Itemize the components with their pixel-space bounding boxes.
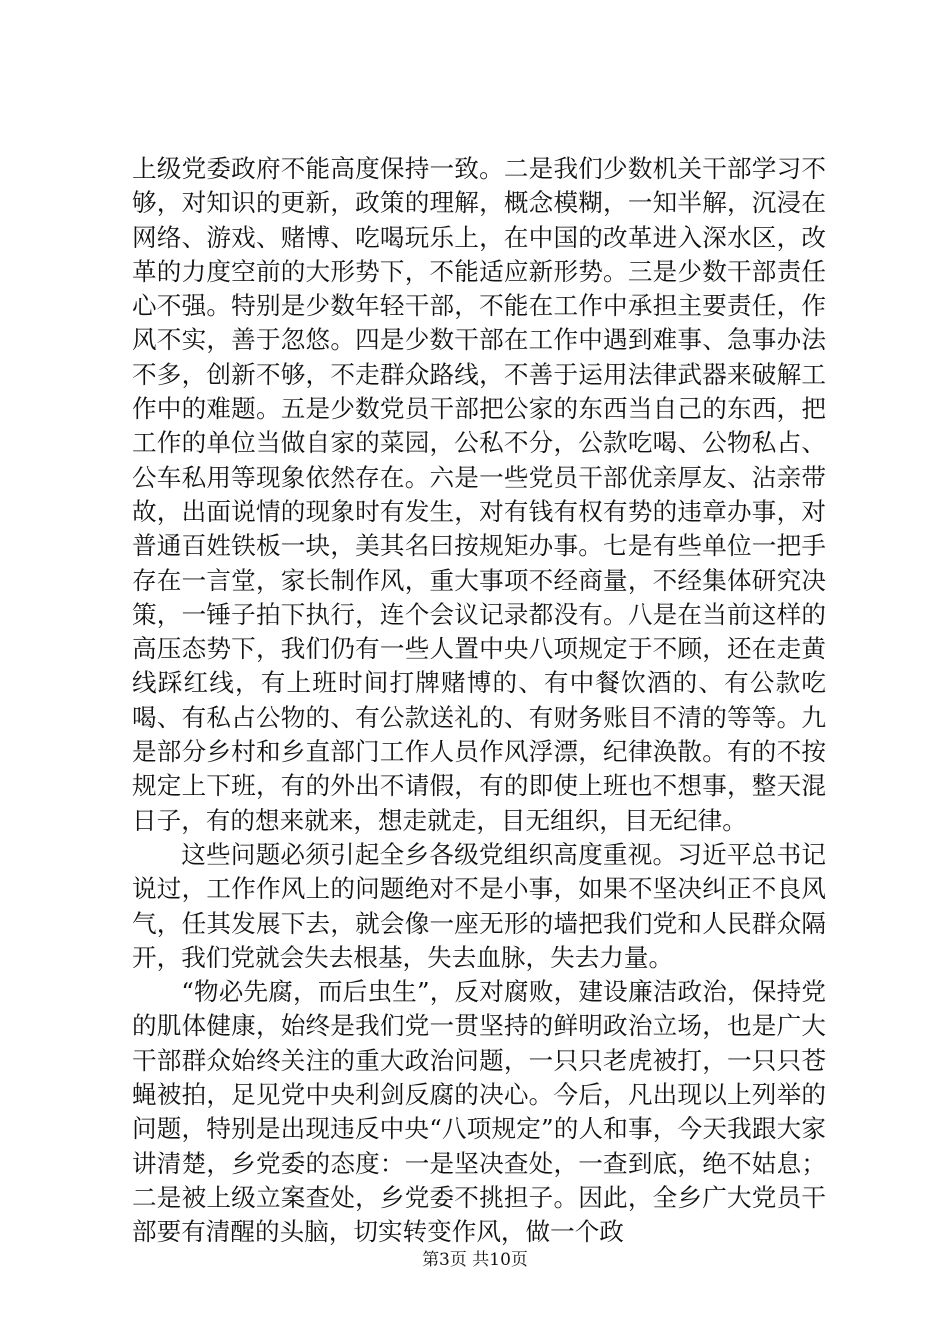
paragraph-continuation: 上级党委政府不能高度保持一致。二是我们少数机关干部学习不够，对知识的更新，政策的理解，概念模糊，一知半解，沉浸在网络、游戏、赌博、吃喝玩乐上，在中国的改革进入深水区，改革的力度空前的大形势下，不能适应新形势。三是少数干部责任心不强。特别是少数年轻干部，不能在工作中承担主要责任，作风不实，善于忽悠。四是少数干部在工作中遇到难事、急事办法不多，创新不够，不走群众路线，不善于运用法律武器来破解工作中的难题。五是少数党员干部把公家的东西当自己的东西，把工作的单位当做自家的菜园，公私不分，公款吃喝、公物私占、公车私用等现象依然存在。六是一些党员干部优亲厚友、沾亲带故，出面说情的现象时有发生，对有钱有权有势的违章办事，对普通百姓铁板一块，美其名曰按规矩办事。七是有些单位一把手存在一言堂，家长制作风，重大事项不经商量，不经集体研究决策，一锤子拍下执行，连个会议记录都没有。八是在当前这样的高压态势下，我们仍有一些人置中央八项规定于不顾，还在走黄线踩红线，有上班时间打牌赌博的、有中餐饮酒的、有公款吃喝、有私占公物的、有公款送礼的、有财务账目不清的等等。九是部分乡村和乡直部门工作人员作风浮漂，纪律涣散。有的不按规定上下班，有的外出不请假，有的即使上班也不想事，整天混日子，有的想来就来，想走就走，目无组织，目无纪律。: [132, 154, 826, 835]
paragraph-problems-attention: 这些问题必须引起全乡各级党组织高度重视。习近平总书记说过，工作作风上的问题绝对不是小事，如果不坚决纠正不良风气，任其发展下去，就会像一座无形的墙把我们党和人民群众隔开，我们党就会失去根基，失去血脉，失去力量。: [132, 839, 826, 972]
page-footer: 第3页 共10页: [422, 1250, 528, 1270]
document-body: [132, 152, 826, 1250]
paragraph-anti-corruption: “物必先腐，而后虫生”，反对腐败，建设廉洁政治，保持党的肌体健康，始终是我们党一贯坚持的鲜明政治立场，也是广大干部群众始终关注的重大政治问题，一只只老虎被打，一只只苍蝇被拍，足见党中央利剑反腐的决心。今后，凡出现以上列举的问题，特别是出现违反中央“八项规定”的人和事，今天我跟大家讲清楚，乡党委的态度：一是坚决查处，一查到底，绝不姑息；二是被上级立案查处，乡党委不挑担子。因此，全乡广大党员干部要有清醒的头脑，切实转变作风，做一个政: [132, 977, 826, 1247]
